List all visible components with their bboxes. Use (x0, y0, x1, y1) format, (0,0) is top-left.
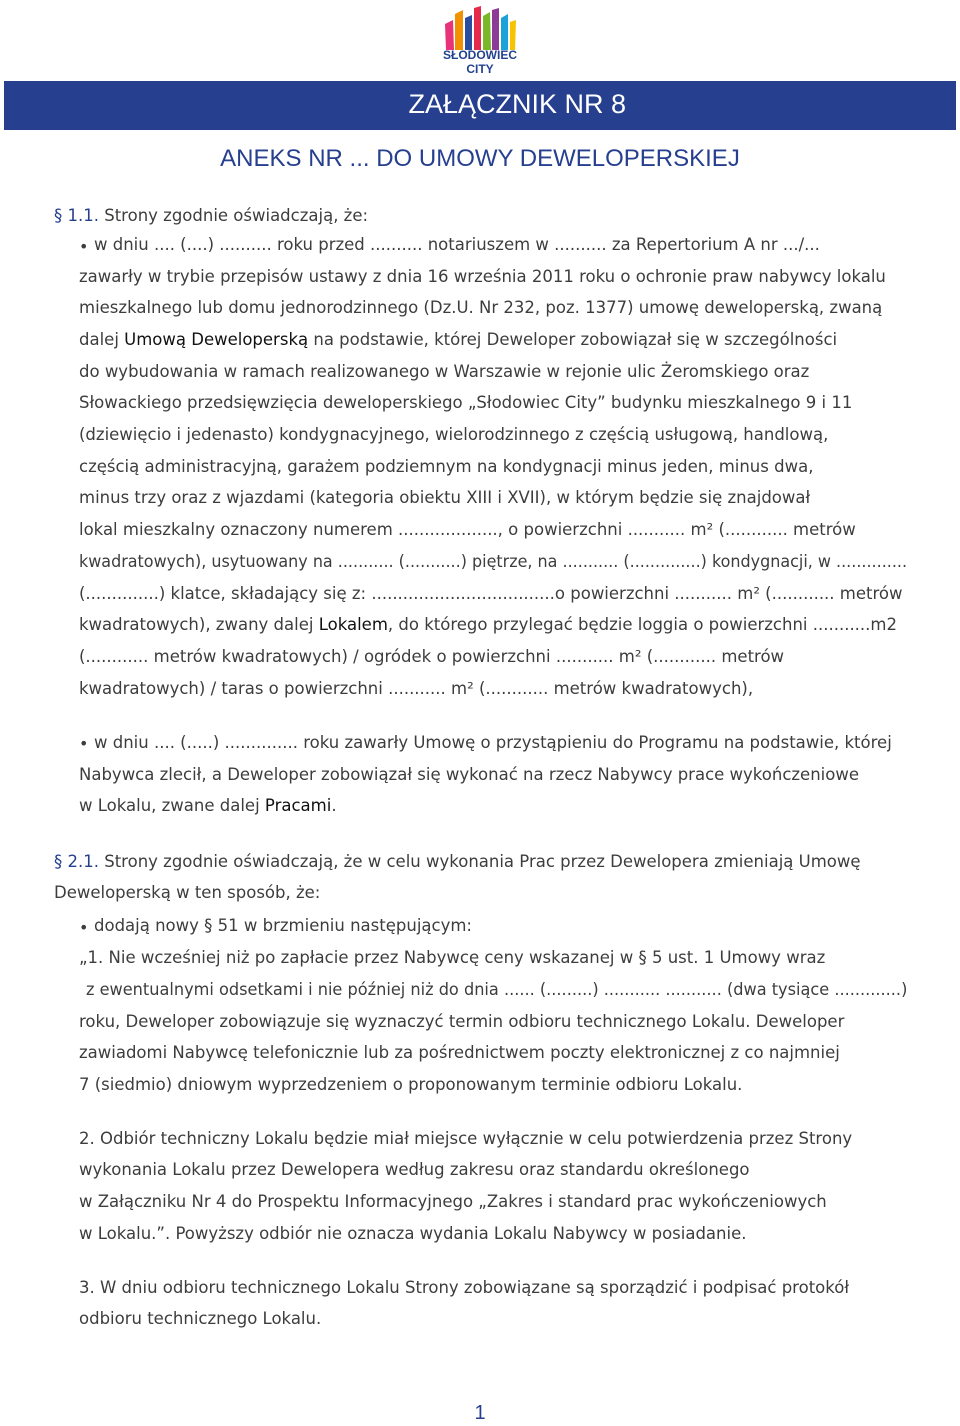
point-1-line-3: roku, Deweloper zobowiązuje się wyznaczyć termin odbioru technicznego Lokalu. Deweloper (79, 1012, 845, 1031)
title-banner (4, 81, 956, 130)
bullet-1-line-14: (............ metrów kwadratowych) / ogródek o powierzchni ........... m² (............ metrów (79, 647, 785, 666)
point-3-line-1: 3. W dniu odbioru technicznego Lokalu Strony zobowiązane są sporządzić i podpisać protokół (79, 1278, 850, 1297)
logo-text: SŁODOWIEC CITY (443, 48, 517, 76)
text-fragment: dalej (79, 330, 119, 349)
bullet-1-line-9: minus trzy oraz z wjazdami (kategoria obiektu XIII i XVII), w którym będzie się znajdował (79, 488, 811, 507)
bullet-2-line-3 (79, 790, 337, 822)
bullet-1-line-5: do wybudowania w ramach realizowanego w Warszawie w rejonie ulic Żeromskiego oraz (79, 362, 810, 381)
bullet-1-line-15: kwadratowych) / taras o powierzchni ........... m² (............ metrów kwadratowych), (79, 679, 754, 698)
page-number: 1 (474, 1402, 486, 1424)
point-1-line-4: zawiadomi Nabywcę telefonicznie lub za pośrednictwem poczty elektronicznej z co najmniej (79, 1043, 840, 1062)
section-2-number: § 2.1. (54, 852, 99, 871)
point-1-line-5: 7 (siedmio) dniowym wyprzedzeniem o proponowanym terminie odbioru Lokalu. (79, 1075, 743, 1094)
bullet-1-line-1: w dniu .... (....) .......... roku przed .......... notariuszem w .......... za Repertorium A nr .../... (94, 235, 820, 254)
text-fragment: w Lokalu, zwane dalej (79, 796, 260, 815)
bullet-2-line-1: w dniu .... (.....) .............. roku zawarły Umowę o przystąpieniu do Programu na podstawie, której (94, 733, 892, 752)
point-1-line-2: z ewentualnymi odsetkami i nie później niż do dnia ...... (.........) ........... ........... (dwa tysiące .............) (86, 980, 908, 999)
bullet-1-line-12: (..............) klatce, składający się z: ...................................o powierzchni ........... m² (............ metrów (79, 584, 903, 603)
section-1-heading (54, 200, 368, 232)
bullet-icon: • (79, 237, 89, 256)
section-1-heading-text: Strony zgodnie oświadczają, że: (104, 206, 369, 225)
section-2-line-2: Deweloperską w ten sposób, że: (54, 883, 321, 902)
text-fragment: , do którego przylegać będzie loggia o powierzchni ...........m2 (387, 615, 897, 634)
bullet-1-line-11: kwadratowych), usytuowany na ........... (...........) piętrze, na ........... (..............) kondygnacji, w .............. (79, 552, 908, 571)
term-prace: Pracami (264, 796, 332, 815)
bullet-1-line-10: lokal mieszkalny oznaczony numerem ..................., o powierzchni ........... m² (............ metrów (79, 520, 856, 539)
text-fragment: kwadratowych), zwany dalej (79, 615, 314, 634)
point-2-line-4: w Lokalu.”. Powyższy odbiór nie oznacza wydania Lokalu Nabywcy w posiadanie. (79, 1224, 747, 1243)
bullet-2-line-2: Nabywca zlecił, a Deweloper zobowiązał się wykonać na rzecz Nabywcy prace wykończeniowe (79, 765, 859, 784)
bullet-1-line-3: mieszkalnego lub domu jednorodzinnego (Dz.U. Nr 232, poz. 1377) umowę deweloperską, zwaną (79, 298, 883, 317)
point-1-line-1: „1. Nie wcześniej niż po zapłacie przez Nabywcę ceny wskazanej w § 5 ust. 1 Umowy wraz (79, 948, 826, 967)
point-2-line-1: 2. Odbiór techniczny Lokalu będzie miał miejsce wyłącznie w celu potwierdzenia przez Strony (79, 1129, 853, 1148)
point-2-line-3: w Załączniku Nr 4 do Prospektu Informacyjnego „Zakres i standard prac wykończeniowych (79, 1192, 827, 1211)
section-2-bullet: dodają nowy § 51 w brzmieniu następującym: (94, 916, 472, 935)
text-fragment: . (331, 796, 337, 815)
bullet-1-line-7: (dziewięcio i jedenasto) kondygnacyjnego, wielorodzinnego z częścią usługową, handlową, (79, 425, 829, 444)
point-3-line-2: odbioru technicznego Lokalu. (79, 1309, 322, 1328)
bullet-1-line-4 (79, 324, 837, 356)
text-fragment: Strony zgodnie oświadczają, że w celu wykonania Prac przez Dewelopera zmieniają Umowę (104, 852, 861, 871)
document-subtitle: ANEKS NR ... DO UMOWY DEWELOPERSKIEJ (220, 145, 740, 172)
text-fragment: na podstawie, której Deweloper zobowiązał się w szczególności (313, 330, 838, 349)
point-2-line-2: wykonania Lokalu przez Dewelopera według zakresu oraz standardu określonego (79, 1160, 750, 1179)
banner-title: ZAŁĄCZNIK NR 8 (408, 89, 626, 119)
bullet-1-line-13 (79, 609, 897, 641)
term-umowa-deweloperska: Umową Deweloperską (124, 330, 309, 349)
section-2-line-1 (54, 846, 861, 878)
bullet-icon: • (79, 734, 89, 753)
bullet-1-line-2: zawarły w trybie przepisów ustawy z dnia 16 września 2011 roku o ochronie praw nabywcy lokalu (79, 267, 886, 286)
section-1-number: § 1.1. (54, 206, 99, 225)
bullet-icon: • (79, 918, 89, 937)
bullet-1-line-6: Słowackiego przedsięwzięcia deweloperskiego „Słodowiec City” budynku mieszkalnego 9 i 11 (79, 393, 853, 412)
bullet-1-line-8: częścią administracyjną, garażem podziemnym na kondygnacji minus jeden, minus dwa, (79, 457, 814, 476)
term-lokal: Lokalem (318, 615, 388, 634)
